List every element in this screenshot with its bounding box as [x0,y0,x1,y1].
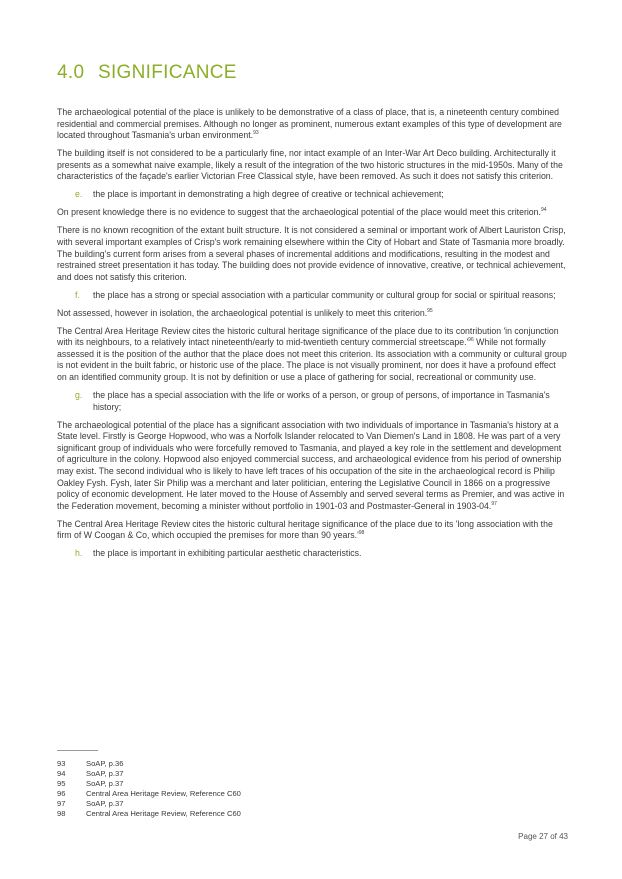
paragraph: The archaeological potential of the place has a significant association with two individuals of importance in Tasmania's history at a State level. Firstly is George Hopwood, who was a Norfolk Islander relocated to Van Diemen's Land in 1808. He was part of a very significant group of individuals who were forcefully removed to Tasmania, and played a key role in the settlement and development of agriculture in the colony. Hopwood also enjoyed commercial success, and archaeological evidence from his period of ownership may exist. The second individual who is likely to have left traces of his occupation of the site in the archaeological record is Philip Oakley Fysh. Fysh, later Sir Philip was a merchant and later politician, entering the Legislative Council in 1866 on a progressive policy of economic development. He later moved to the House of Assembly and served several terms as Premier, and was active in the Federation movement, becoming a minister without portfolio in 1901-03 and Postmaster-General in 1903-04.97 [57,419,565,511]
criterion-label: f. [75,289,80,300]
footnote-text: SoAP, p.37 [86,769,124,779]
footnote-text: SoAP, p.37 [86,779,124,789]
footnote [57,759,241,769]
section-heading [57,62,237,84]
footnote [57,789,241,799]
footnote-number: 95 [57,779,66,789]
paragraph: The Central Area Heritage Review cites the historic cultural heritage significance of the place due to its 'long association with the firm of W Coogan & Co, which occupied the premises for more than 90 $years.'^{98}$ [57,518,553,541]
footnote-ref[interactable]: 94 [540,207,547,214]
criterion-label: g. [75,390,83,400]
criterion-e [57,189,567,201]
body-text [57,107,567,566]
footnote-number: 93 [57,759,66,768]
paragraph: On present knowledge there is no evidence to suggest that the archaeological potential of the place would meet this criterion.$^{94}$ [57,207,547,218]
footnote-number: 94 [57,769,66,779]
criterion-h [57,548,567,560]
footnotes [57,759,241,820]
criterion-label: h. [75,548,83,559]
criterion-text: the place has a strong or special association with a particular community or cultural group for social or spiritual reasons; [93,289,556,300]
footnote-text: Central Area Heritage Review, Reference C60 [86,809,241,819]
footnote-number: 96 [57,789,66,799]
section-title: SIGNIFICANCE [98,62,237,83]
paragraph: Not assessed, however in isolation, the archaeological potential is unlikely to meet this criterion.$^{95}$ [57,307,433,318]
footnote [57,809,241,819]
criterion-text: the place is important in demonstrating a high degree of creative or technical achievement; [93,189,444,200]
paragraph: There is no known recognition of the extant built structure. It is not considered a seminal or important work of Albert Lauriston Crisp, with several important examples of Crisp's work remaining elsewhere within the City of Hobart and State of Tasmania more broadly. The building's current form arises from a several phases of incremental additions and modifications, resulting in the modest and restrained street presentation it has today. The building does not provide evidence of innovative, creative, or technical achievement, and does not satisfy this criterion. [57,225,566,282]
footnote-text: Central Area Heritage Review, Reference C60 [86,789,241,799]
footnote [57,769,241,779]
footnote-ref[interactable]: 96 [468,337,474,344]
footnote [57,799,241,809]
criterion-g [57,390,567,413]
page-number: Page 27 of 43 [518,832,568,841]
footnote-text: SoAP, p.37 [86,799,124,809]
footnote-ref[interactable]: 93 [253,130,259,137]
criterion-f [57,290,567,302]
footnote-ref[interactable]: 97 [491,500,497,507]
footnote-divider [57,750,98,751]
criterion-label: e. [75,189,83,200]
paragraph: The Central Area Heritage Review cites the historic cultural heritage significance of the place due to its contribution 'in conjunction with its neighbours, to a relatively intact nineteenth/early to mid-twentieth century commercial $streetscape.'^{96}$ While not formally assessed it is the position of the author that the place does not meet this criterion. Its association with a community or cultural group is not evident in the built fabric, or historic use of the place. The place is not visually prominent, nor does it have a profound effect on an identified community group. It is not by definition or use a place of gathering for social, recreational or community use. [57,325,567,383]
footnote-number: 98 [57,809,66,819]
footnote-ref[interactable]: 95 [427,307,433,314]
paragraph: The building itself is not considered to be a particularly fine, nor intact example of an Inter-War Art Deco building. Architecturally it presents as a somewhat naive example, likely a result of the integration of the two historic structures in the mid-1950s. Many of the characteristics of the façade's earlier Victorian Free Classical style, have been removed. As such it does not satisfy this criterion. [57,148,563,182]
footnote-number: 97 [57,799,66,809]
criterion-text: the place has a special association with the life or works of a person, or group of persons, of importance in Tasmania's history; [93,390,550,412]
footnote [57,779,241,789]
footnote-ref[interactable]: 98 [358,530,365,537]
section-number: 4.0 [57,62,85,83]
footnote-text: SoAP, p.36 [86,759,124,768]
criterion-text: the place is important in exhibiting particular aesthetic characteristics. [93,548,362,559]
paragraph: The archaeological potential of the place is unlikely to be demonstrative of a class of place, that is, a nineteenth century combined residential and commercial premises. Although no longer as prominent, numerous extant examples of this type of development are located throughout Tasmania's urban environment.$^{93}$ [57,107,562,141]
